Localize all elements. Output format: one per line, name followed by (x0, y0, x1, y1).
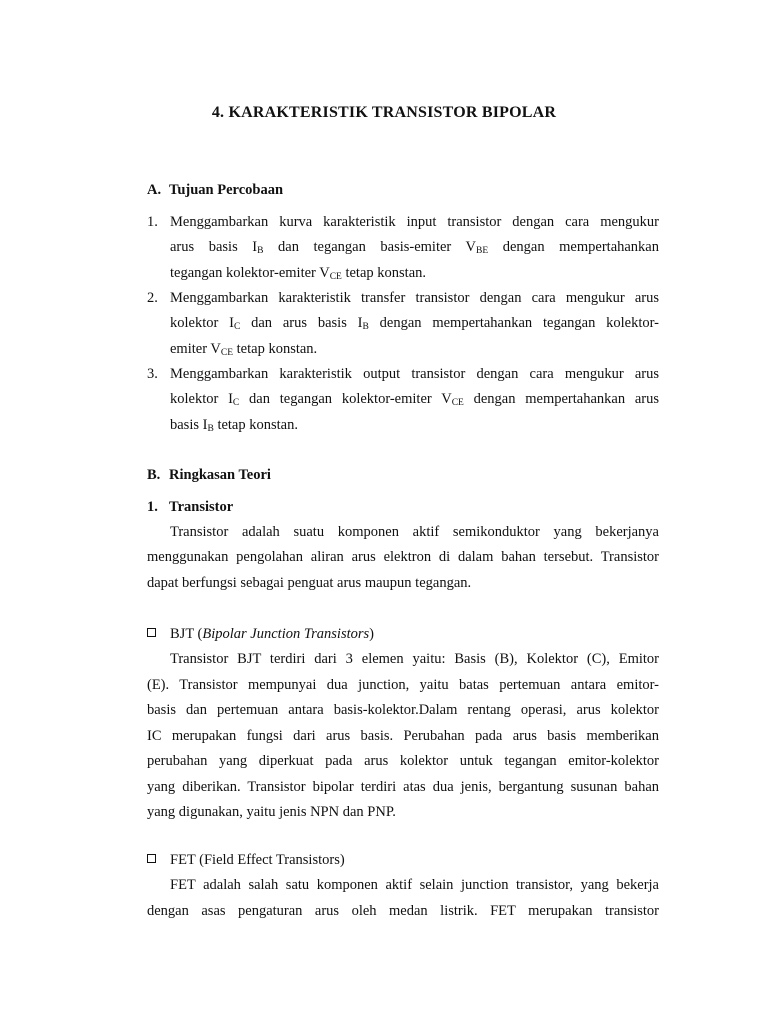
paragraph-line: perubahan yang diperkuat pada arus kolektor untuk tegangan emitor-kolektor (147, 753, 659, 769)
checkbox-bullet-icon (147, 854, 156, 863)
paragraph-line: yang diberikan. Transistor bipolar terdiri atas dua jenis, bergantung susunan bahan (147, 779, 659, 795)
paragraph-line: Transistor adalah suatu komponen aktif semikonduktor yang bekerjanya (170, 524, 659, 540)
document-title: 4. KARAKTERISTIK TRANSISTOR BIPOLAR (211, 104, 557, 121)
objective-line: emiter $V_{CE}$ tetap konstan. (170, 341, 318, 358)
objective-line: Menggambarkan kurva karakteristik input transistor dengan cara mengukur (170, 214, 659, 230)
paragraph-line: basis dan pertemuan antara basis-kolektor.Dalam rentang operasi, arus kolektor (147, 702, 659, 718)
paragraph-line: FET adalah salah satu komponen aktif selain junction transistor, yang bekerja (170, 877, 659, 893)
objective-line: Menggambarkan karakteristik transfer transistor dengan cara mengukur arus (170, 290, 659, 306)
paragraph-line: IC merupakan fungsi dari arus basis. Perubahan pada arus basis memberikan (147, 728, 659, 744)
section-b-title: Ringkasan Teori (169, 467, 271, 483)
section-a-heading (147, 182, 283, 199)
bjt-close: ) (369, 626, 374, 642)
objective-number: 2. (147, 290, 158, 306)
objective-line: kolektor $I_C$ dan arus basis $I_B$ dengan mempertahankan tegangan kolektor- (170, 315, 659, 332)
paragraph-line: dapat berfungsi sebagai penguat arus maupun tegangan. (147, 575, 472, 591)
paragraph-line: yang digunakan, yaitu jenis NPN dan PNP. (147, 804, 396, 820)
section-b-heading (147, 467, 271, 484)
objective-number: 3. (147, 366, 158, 382)
objective-line: basis $I_B$ tetap konstan. (170, 417, 298, 434)
section-b-letter: B. (147, 467, 161, 483)
paragraph-line: dengan asas pengaturan arus oleh medan listrik. FET merupakan transistor (147, 903, 659, 919)
bjt-label: BJT ( (170, 626, 203, 642)
bjt-bullet (147, 626, 374, 643)
paragraph-line: (E). Transistor mempunyai dua junction, yaitu batas pertemuan antara emitor- (147, 677, 659, 693)
subsection-number: 1. (147, 499, 158, 515)
paragraph-line: menggunakan pengolahan aliran arus elektron di dalam bahan tersebut. Transistor (147, 549, 659, 565)
bjt-italic: Bipolar Junction Transistors (202, 626, 370, 642)
objective-line: kolektor $I_C$ dan tegangan kolektor-emiter $V_{CE}$ dengan mempertahankan arus (170, 391, 660, 408)
objective-line: arus basis $I_B$ dan tegangan basis-emiter $V_{BE}$ dengan mempertahankan (170, 239, 659, 256)
checkbox-bullet-icon (147, 628, 156, 637)
section-a-title: Tujuan Percobaan (169, 182, 284, 198)
fet-label: FET (Field Effect Transistors) (170, 852, 345, 868)
section-a-letter: A. (147, 182, 162, 198)
fet-bullet (147, 852, 345, 869)
objective-line: Menggambarkan karakteristik output transistor dengan cara mengukur arus (170, 366, 659, 382)
objective-line: tegangan kolektor-emiter $V_{CE}$ tetap konstan. (170, 265, 427, 282)
subsection-heading (147, 499, 233, 516)
subsection-title: Transistor (169, 499, 234, 515)
objective-number: 1. (147, 214, 158, 230)
paragraph-line: Transistor BJT terdiri dari 3 elemen yaitu: Basis (B), Kolektor (C), Emitor (170, 651, 659, 667)
